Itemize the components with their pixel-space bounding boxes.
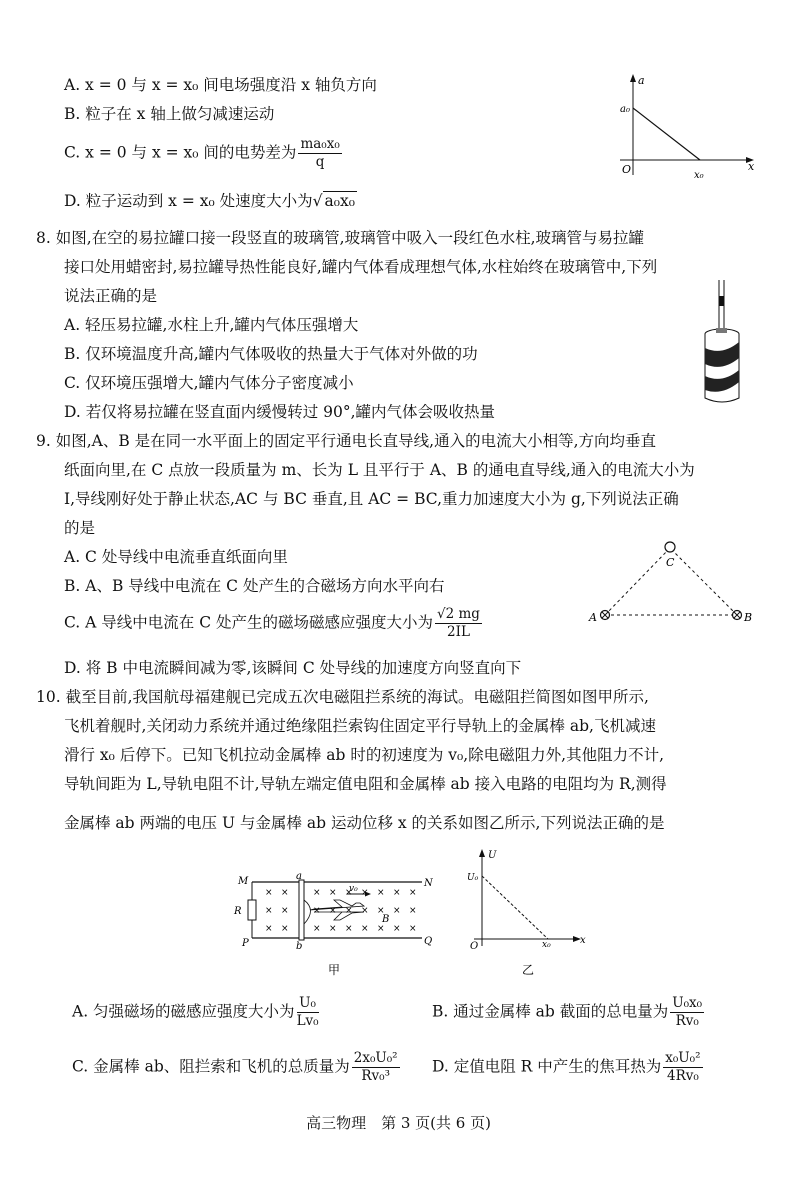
q9-stem-line-4: 的是: [64, 519, 96, 537]
q7-option-a: A. x = 0 与 x = x₀ 间电场强度沿 x 轴负方向: [64, 76, 377, 94]
field-cross: ×: [345, 888, 353, 898]
q10-option-a-fraction: [297, 995, 319, 1030]
axis-label-u: U: [488, 850, 497, 861]
q10-option-b: [432, 995, 706, 1030]
q10-option-b-text: B. 通过金属棒 ab 截面的总电量为: [432, 1002, 669, 1021]
q9-option-a: A. C 处导线中电流垂直纸面向里: [64, 548, 288, 566]
field-cross: ×: [281, 924, 289, 934]
caption-jia: 甲: [328, 963, 341, 977]
axis-label-a: a: [638, 74, 645, 87]
q9-option-d: D. 将 B 中电流瞬间减为零,该瞬间 C 处导线的加速度方向竖直向下: [64, 659, 522, 677]
q10-option-c-text: C. 金属棒 ab、阻拦索和飞机的总质量为: [72, 1057, 350, 1076]
label-v0: v₀: [349, 884, 358, 894]
axis-label-x: x: [580, 935, 586, 946]
q9-option-c-fraction: [435, 606, 482, 641]
field-cross: ×: [409, 906, 417, 916]
tick-label-x0: x₀: [542, 940, 551, 950]
label-a: A: [589, 611, 597, 624]
label-q: Q: [424, 936, 433, 947]
sqrt-sign: √: [312, 192, 323, 210]
q8-stem-line-1: 8. 如图,在空的易拉罐口接一段竖直的玻璃管,玻璃管中吸入一段红色水柱,玻璃管与易拉罐: [36, 229, 644, 247]
q8-stem-line-3: 说法正确的是: [64, 287, 158, 305]
field-cross: ×: [329, 888, 337, 898]
q7-option-c-numerator: ma₀x₀: [300, 136, 340, 152]
field-cross: ×: [281, 906, 289, 916]
field-cross: ×: [329, 924, 337, 934]
tick-label-u0: U₀: [467, 873, 479, 883]
field-cross: ×: [313, 906, 321, 916]
q10-option-b-numerator: U₀x₀: [672, 995, 703, 1011]
arrest-cable: [304, 900, 311, 924]
label-m: M: [238, 876, 249, 887]
field-cross: ×: [393, 924, 401, 934]
caption-yi: 乙: [522, 963, 535, 977]
q7-option-d-radicand: a₀x₀: [324, 192, 355, 210]
field-cross: ×: [361, 906, 369, 916]
q7-option-b: B. 粒子在 x 轴上做匀减速运动: [64, 105, 275, 123]
field-cross: ×: [393, 888, 401, 898]
field-cross: ×: [377, 888, 385, 898]
q8-option-b: B. 仅环境温度升高,罐内气体吸收的热量大于气体对外做的功: [64, 345, 478, 363]
q10-option-c: [72, 1050, 402, 1085]
field-cross: ×: [329, 906, 337, 916]
field-cross: ×: [409, 924, 417, 934]
axis-label-x: x: [748, 160, 755, 173]
metal-rod-ab: [299, 880, 304, 940]
origin-label: O: [622, 163, 632, 176]
q10-option-d-fraction: [663, 1050, 702, 1085]
q9-stem-line-2: 纸面向里,在 C 点放一段质量为 m、长为 L 且平行于 A、B 的通电直导线,通入的电流大小为: [64, 461, 695, 479]
figure-jia-rails: [232, 870, 437, 980]
q9-option-c-denominator: 2IL: [447, 624, 470, 640]
field-cross: ×: [313, 888, 321, 898]
q10-stem-line-3: 滑行 x₀ 后停下。已知飞机拉动金属棒 ab 时的初速度为 v₀,除电磁阻力外,其他阻力不计,: [64, 746, 665, 764]
label-r: R: [234, 906, 242, 917]
q10-option-c-numerator: 2x₀U₀²: [353, 1050, 398, 1066]
field-cross: ×: [361, 888, 369, 898]
tick-label-x0: x₀: [694, 170, 704, 181]
q10-option-c-denominator: Rv₀³: [361, 1068, 390, 1084]
field-cross: ×: [345, 906, 353, 916]
field-cross: ×: [361, 924, 369, 934]
label-n: N: [424, 878, 433, 889]
q10-stem-line-2: 飞机着舰时,关闭动力系统并通过绝缘阻拦索钩住固定平行导轨上的金属棒 ab,飞机减速: [64, 717, 656, 735]
field-cross: ×: [265, 924, 273, 934]
field-cross: ×: [265, 888, 273, 898]
q8-stem-line-2: 接口处用蜡密封,易拉罐导热性能良好,罐内气体看成理想气体,水柱始终在玻璃管中,下列: [64, 258, 658, 276]
q10-stem-line-4: 导轨间距为 L,导轨电阻不计,导轨左端定值电阻和金属棒 ab 接入电路的电阻均为 R,测得: [64, 775, 667, 793]
q8-option-c: C. 仅环境压强增大,罐内气体分子密度减小: [64, 374, 354, 392]
q9-option-c: [64, 606, 484, 641]
page-footer: 高三物理 第 3 页(共 6 页): [306, 1114, 491, 1132]
q7-option-c: [64, 136, 344, 171]
field-cross: ×: [313, 924, 321, 934]
wax-seal: [716, 328, 727, 333]
field-cross: ×: [377, 924, 385, 934]
field-cross: ×: [409, 888, 417, 898]
u-axis-arrow: [479, 849, 485, 857]
q7-a-x-graph: [600, 70, 760, 185]
q10-option-a-denominator: Lv₀: [296, 1013, 319, 1029]
q10-option-a-text: A. 匀强磁场的磁感应强度大小为: [72, 1002, 295, 1021]
wire-c-circle: [665, 542, 675, 552]
q7-option-c-text: C. x = 0 与 x = x₀ 间的电势差为: [64, 143, 297, 162]
q9-stem-line-1: 9. 如图,A、B 是在同一水平面上的固定平行通电长直导线,通入的电流大小相等,方向均垂直: [36, 432, 657, 450]
field-cross: ×: [281, 888, 289, 898]
can-body: [705, 334, 739, 402]
q9-option-b: B. A、B 导线中电流在 C 处产生的合磁场方向水平向右: [64, 577, 445, 595]
q10-stem-line-5: 金属棒 ab 两端的电压 U 与金属棒 ab 运动位移 x 的关系如图乙所示,下列说法正确的是: [64, 814, 665, 832]
label-b: B: [744, 611, 753, 624]
label-a: a: [296, 871, 302, 882]
q8-option-d: D. 若仅将易拉罐在竖直面内缓慢转过 90°,罐内气体会吸收热量: [64, 403, 496, 421]
figure-yi-u-x-graph: [462, 846, 592, 981]
q10-option-a: [72, 995, 321, 1030]
q10-option-d-text: D. 定值电阻 R 中产生的焦耳热为: [432, 1057, 662, 1076]
q7-option-c-denominator: q: [315, 154, 325, 170]
y-axis-arrow: [630, 74, 636, 82]
q7-option-d-text: D. 粒子运动到 x = x₀ 处速度大小为: [64, 192, 313, 210]
q9-option-c-text: C. A 导线中电流在 C 处产生的磁场磁感应强度大小为: [64, 613, 433, 632]
label-field-b: B: [382, 914, 390, 925]
field-cross: ×: [345, 924, 353, 934]
q7-option-c-fraction: [298, 136, 341, 171]
label-b: b: [296, 941, 303, 952]
field-cross: ×: [377, 906, 385, 916]
field-cross: ×: [393, 906, 401, 916]
q10-option-d: [432, 1050, 705, 1085]
tick-label-a0: a₀: [620, 104, 630, 115]
q10-option-a-numerator: U₀: [297, 995, 319, 1013]
q9-stem-line-3: I,导线刚好处于静止状态,AC 与 BC 垂直,且 AC = BC,重力加速度大小为 g,下列说法正确: [64, 490, 679, 508]
u-x-line: [482, 876, 548, 939]
resistor-r: [248, 900, 256, 920]
q8-option-a: A. 轻压易拉罐,水柱上升,罐内气体压强增大: [64, 316, 359, 334]
origin-label: O: [470, 941, 479, 952]
label-p: P: [242, 938, 249, 949]
q10-option-d-numerator: x₀U₀²: [665, 1050, 701, 1066]
wire-triangle-figure: [585, 538, 765, 633]
q10-option-d-denominator: 4Rv₀: [666, 1068, 699, 1084]
a-x-line: [633, 108, 700, 160]
water-column: [719, 296, 724, 306]
q9-option-c-numerator: √2 mg: [437, 606, 480, 622]
line-ac: [605, 548, 670, 615]
q10-option-b-denominator: Rv₀: [675, 1013, 699, 1029]
label-c: C: [666, 556, 675, 569]
soda-can-figure: [700, 278, 750, 408]
q10-option-b-fraction: [670, 995, 704, 1030]
q10-stem-line-1: 10. 截至目前,我国航母福建舰已完成五次电磁阻拦系统的海试。电磁阻拦简图如图甲所示,: [36, 688, 649, 706]
field-crosses: [265, 888, 417, 934]
field-cross: ×: [265, 906, 273, 916]
q10-option-c-fraction: [352, 1050, 400, 1085]
line-bc: [670, 548, 737, 615]
q7-option-d: [64, 190, 357, 212]
